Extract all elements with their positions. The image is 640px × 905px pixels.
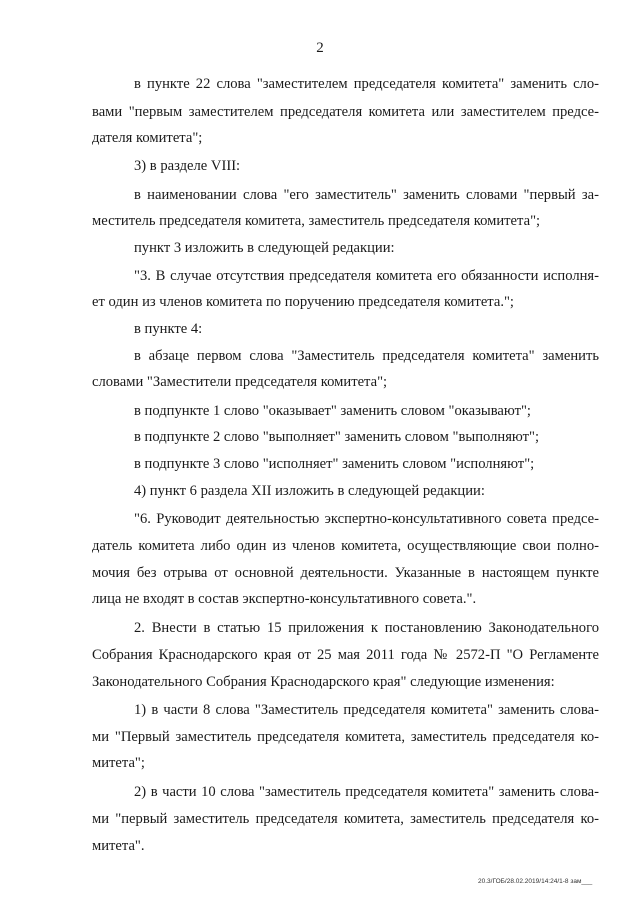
text-line: 4) пункт 6 раздела XII изложить в следующей редакции:: [134, 483, 485, 499]
text-line: датель комитета либо один из членов комитета, осуществляющие свои полно-: [92, 538, 599, 554]
text-line: 2. Внести в статью 15 приложения к постановлению Законодательного: [134, 620, 599, 636]
text-line: 2) в части 10 слова "заместитель председателя комитета" заменить слова-: [134, 784, 599, 800]
text-line: Законодательного Собрания Краснодарского края" следующие изменения:: [92, 674, 555, 690]
text-line: "6. Руководит деятельностью экспертно-консультативного совета предсе-: [134, 511, 599, 527]
page-number: 2: [316, 40, 324, 56]
text-line: лица не входят в состав экспертно-консультативного совета.".: [92, 591, 477, 607]
text-line: меститель председателя комитета, заместитель председателя комитета";: [92, 213, 541, 229]
text-line: 1) в части 8 слова "Заместитель председателя комитета" заменить слова-: [134, 702, 599, 718]
text-line: 3) в разделе VIII:: [134, 158, 241, 174]
text-line: пункт 3 изложить в следующей редакции:: [134, 240, 395, 256]
text-line: дателя комитета";: [92, 130, 203, 146]
text-line: в подпункте 1 слово "оказывает" заменить словом "оказывают";: [134, 403, 531, 419]
text-line: "3. В случае отсутствия председателя комитета его обязанности исполня-: [134, 268, 599, 284]
text-line: митета".: [92, 838, 145, 854]
text-line: в подпункте 3 слово "исполняет" заменить словом "исполняют";: [134, 456, 535, 472]
text-line: в подпункте 2 слово "выполняет" заменить словом "выполняют";: [134, 429, 540, 445]
text-line: ми "первый заместитель председателя комитета, заместитель председателя ко-: [92, 811, 599, 827]
text-line: в пункте 22 слова "заместителем председателя комитета" заменить сло-: [134, 76, 599, 92]
text-line: ми "Первый заместитель председателя комитета, заместитель председателя ко-: [92, 729, 599, 745]
text-line: митета";: [92, 755, 145, 771]
text-line: вами "первым заместителем председателя комитета или заместителем предсе-: [92, 104, 599, 120]
text-line: словами "Заместители председателя комитета";: [92, 374, 388, 390]
text-line: ет один из членов комитета по поручению председателя комитета.";: [92, 294, 514, 310]
text-line: мочия без отрыва от основной деятельности. Указанные в настоящем пункте: [92, 565, 599, 581]
text-line: Собрания Краснодарского края от 25 мая 2011 года № 2572-П "О Регламенте: [92, 647, 599, 663]
text-line: в наименовании слова "его заместитель" заменить словами "первый за-: [134, 187, 599, 203]
text-line: в пункте 4:: [134, 321, 203, 337]
text-line: в абзаце первом слова "Заместитель председателя комитета" заменить: [134, 348, 599, 364]
footer-stamp: 20.3/ГОБ/28.02.2019/14:24/1-8 зам___: [478, 878, 593, 885]
